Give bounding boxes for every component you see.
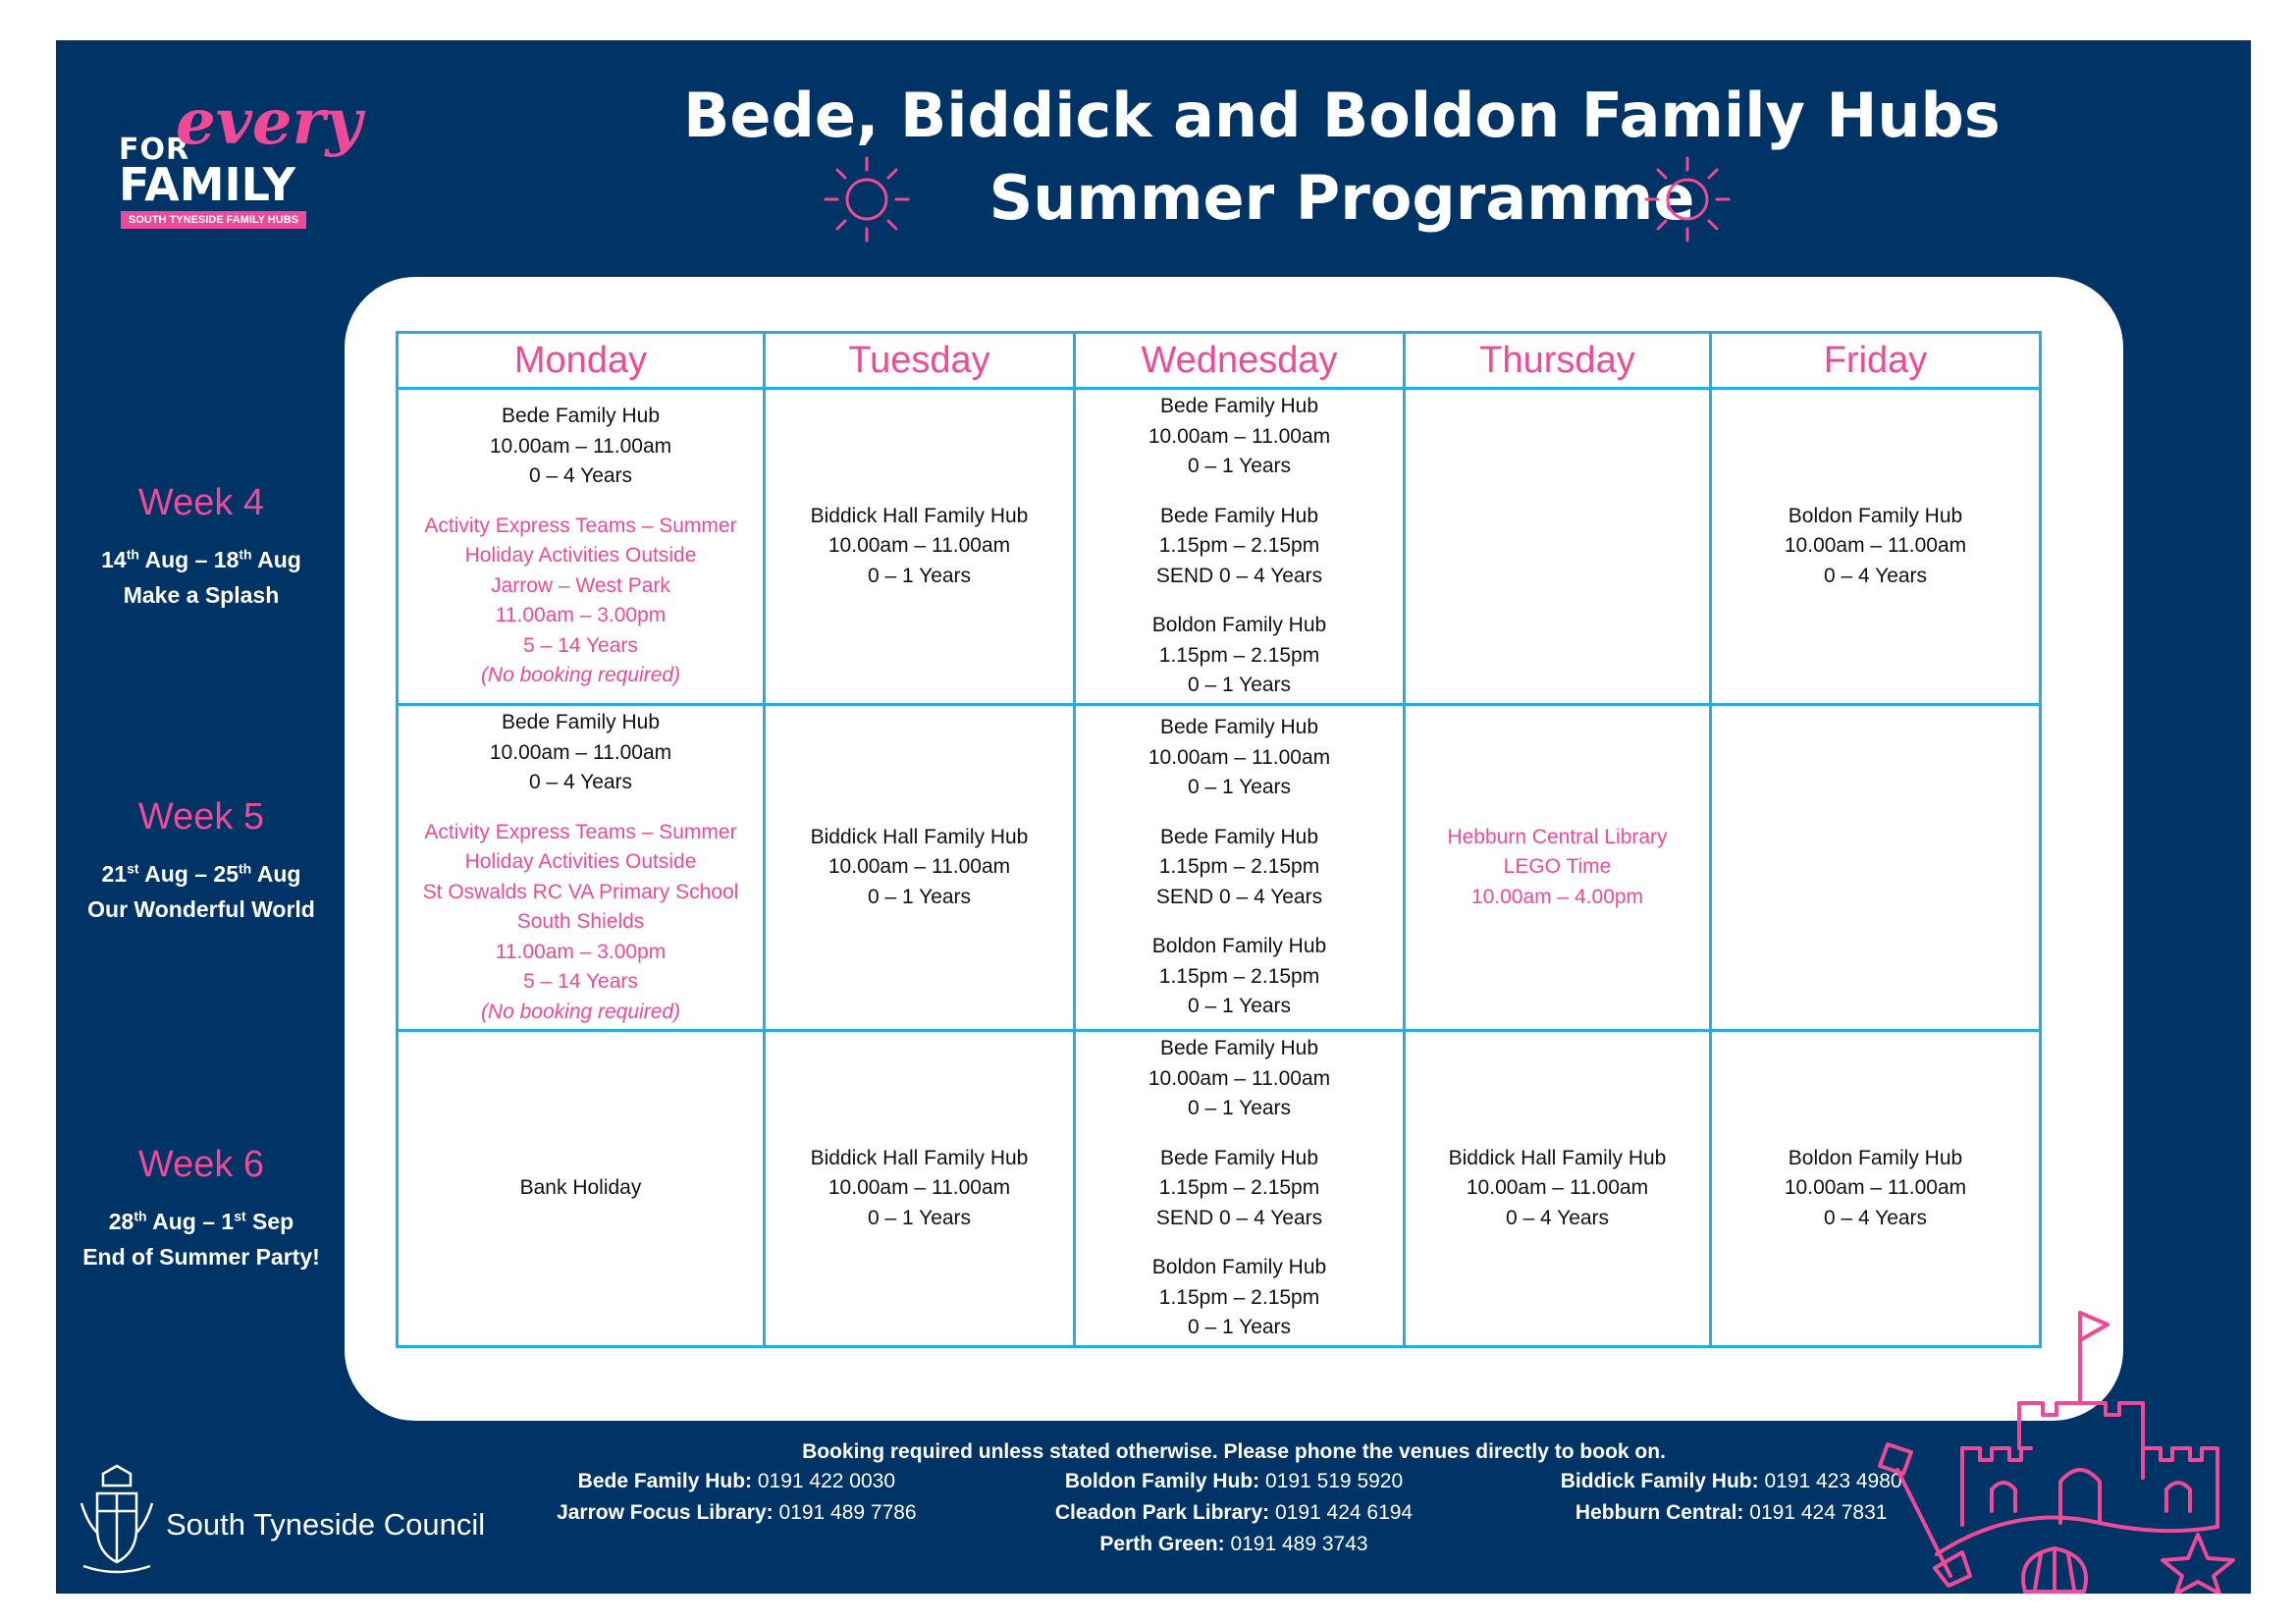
entry-line: Bede Family Hub <box>1159 504 1319 527</box>
entry-line: 0 – 4 Years <box>1505 1206 1610 1229</box>
entry-line: Bede Family Hub <box>1159 395 1319 418</box>
cell-tuesday <box>765 389 1075 705</box>
entry-line: Bede Family Hub <box>1159 716 1319 739</box>
entry-line: 10.00am – 11.00am <box>1784 1176 1967 1199</box>
contact-list <box>488 1470 1980 1564</box>
date-start-suffix: th <box>126 546 139 563</box>
page-subtitle: Summer Programme <box>988 162 1695 234</box>
session-entry <box>770 502 1069 592</box>
session-entry <box>1080 1144 1399 1234</box>
entry-line: 0 – 1 Years <box>1187 995 1292 1018</box>
cell-wednesday <box>1075 705 1405 1031</box>
session-entry <box>1716 1144 2035 1234</box>
week-theme: Make a Splash <box>123 582 280 608</box>
entry-line: 1.15pm – 2.15pm <box>1158 964 1320 988</box>
entry-line: Bank Holiday <box>519 1176 642 1199</box>
week-label-block <box>56 1144 347 1274</box>
contact-item <box>488 1470 986 1501</box>
activity-entry <box>402 512 759 691</box>
entry-line: 10.00am – 11.00am <box>1148 1066 1331 1090</box>
day-header-tuesday: Tuesday <box>765 333 1075 389</box>
session-entry <box>1080 1253 1399 1343</box>
contact-phone: 0191 489 3743 <box>1230 1533 1368 1555</box>
entry-line: 1.15pm – 2.15pm <box>1158 1176 1320 1199</box>
day-header-wednesday: Wednesday <box>1075 333 1405 389</box>
contact-item <box>986 1501 1483 1533</box>
entry-line: 5 – 14 Years <box>523 633 638 657</box>
cell-monday <box>398 1031 765 1347</box>
session-entry <box>1716 502 2035 592</box>
entry-line: Boldon Family Hub <box>1151 614 1327 637</box>
entry-line: 10.00am – 11.00am <box>1148 745 1331 769</box>
entry-line: 0 – 1 Years <box>1187 674 1292 697</box>
schedule-table <box>396 331 2042 1348</box>
sandcastle-icon <box>1868 1301 2251 1594</box>
date-start-day: 14 <box>101 547 127 572</box>
entry-line: Activity Express Teams – Summer <box>424 820 737 843</box>
contact-venue: Perth Green: <box>1099 1533 1225 1555</box>
entry-line: Holiday Activities Outside <box>464 544 697 568</box>
schedule-body <box>398 389 2041 1347</box>
poster <box>56 40 2251 1594</box>
contact-item <box>488 1501 986 1533</box>
date-start-day: 21 <box>101 861 128 887</box>
council-crest-icon <box>74 1464 160 1576</box>
sun-icon <box>1642 154 1733 244</box>
contact-venue: Jarrow Focus Library: <box>557 1501 774 1524</box>
entry-line: Holiday Activities Outside <box>464 850 697 873</box>
activity-entry <box>402 818 759 1028</box>
session-entry <box>402 1173 759 1204</box>
entry-line: Boldon Family Hub <box>1151 1256 1327 1278</box>
week-dates <box>56 542 347 577</box>
entry-line: 10.00am – 11.00am <box>1148 424 1331 448</box>
entry-line: 10.00am – 11.00am <box>489 740 672 764</box>
entry-line: SEND 0 – 4 Years <box>1155 1206 1323 1229</box>
contact-row <box>488 1533 1980 1564</box>
contact-venue: Biddick Family Hub: <box>1560 1470 1759 1492</box>
entry-line: 0 – 1 Years <box>1187 1316 1292 1338</box>
activity-entry <box>1410 823 1705 913</box>
day-header-monday: Monday <box>398 333 765 389</box>
contact-venue: Hebburn Central: <box>1575 1501 1744 1524</box>
date-start-month: Aug <box>144 861 188 887</box>
contact-phone: 0191 424 6194 <box>1274 1501 1414 1524</box>
entry-line: Boldon Family Hub <box>1788 504 1963 527</box>
week-number: Week 5 <box>137 796 265 838</box>
cell-thursday <box>1405 389 1711 705</box>
entry-line: Bede Family Hub <box>501 405 661 428</box>
session-entry <box>1080 713 1399 803</box>
cell-friday <box>1711 705 2041 1031</box>
entry-line: Bede Family Hub <box>1159 825 1319 848</box>
date-end-month: Aug <box>257 547 301 572</box>
entry-line: 0 – 4 Years <box>1823 564 1928 587</box>
entry-line: 10.00am – 11.00am <box>828 534 1011 558</box>
entry-line: Boldon Family Hub <box>1788 1146 1963 1169</box>
session-entry <box>1080 611 1399 701</box>
entry-line: 10.00am – 11.00am <box>828 855 1011 879</box>
council-name: South Tyneside Council <box>166 1507 486 1542</box>
cell-friday <box>1711 389 2041 705</box>
entry-line: 0 – 1 Years <box>867 1206 972 1229</box>
session-entry <box>402 708 759 798</box>
date-separator: – <box>194 547 208 572</box>
week-number: Week 6 <box>137 1144 265 1185</box>
contact-phone: 0191 422 0030 <box>757 1470 896 1492</box>
cell-wednesday <box>1075 1031 1405 1347</box>
entry-line: SEND 0 – 4 Years <box>1155 564 1323 587</box>
contact-phone: 0191 519 5920 <box>1265 1470 1404 1492</box>
contact-phone: 0191 424 7831 <box>1749 1501 1888 1524</box>
entry-line: SEND 0 – 4 Years <box>1155 885 1323 908</box>
entry-line: Biddick Hall Family Hub <box>810 825 1029 848</box>
week-label-block <box>56 482 347 613</box>
entry-line: 0 – 1 Years <box>1187 455 1292 478</box>
day-header-friday: Friday <box>1711 333 2041 389</box>
logo-family: FAMILY <box>119 158 296 211</box>
week-row <box>398 389 2041 705</box>
week-row <box>398 1031 2041 1347</box>
week-number: Week 4 <box>137 482 265 523</box>
date-end-day: 25 <box>213 861 239 887</box>
date-start-month: Aug <box>152 1209 196 1234</box>
date-start-day: 28 <box>108 1209 134 1234</box>
contact-row <box>488 1501 1980 1533</box>
contact-phone: 0191 423 4980 <box>1764 1470 1902 1492</box>
cell-thursday <box>1405 1031 1711 1347</box>
cell-monday <box>398 705 765 1031</box>
week-theme: Our Wonderful World <box>87 896 315 922</box>
entry-line: 1.15pm – 2.15pm <box>1158 643 1320 667</box>
page-title: Bede, Biddick and Boldon Family Hubs <box>683 80 2001 151</box>
date-start-suffix: th <box>133 1208 147 1224</box>
logo-for: FOR <box>119 133 190 167</box>
entry-line: 5 – 14 Years <box>523 970 638 993</box>
cell-thursday <box>1405 705 1711 1031</box>
session-entry <box>402 402 759 492</box>
date-end-suffix: th <box>239 546 252 563</box>
entry-line: Bede Family Hub <box>1159 1037 1319 1059</box>
no-booking-note: (No booking required) <box>480 1000 681 1023</box>
entry-line: Bede Family Hub <box>501 711 661 733</box>
entry-line: 0 – 4 Years <box>528 771 633 793</box>
entry-line: 1.15pm – 2.15pm <box>1158 534 1320 558</box>
entry-line: Bede Family Hub <box>1159 1146 1319 1169</box>
date-start-month: Aug <box>144 547 189 572</box>
entry-line: Biddick Hall Family Hub <box>810 1146 1029 1169</box>
entry-line: 0 – 1 Years <box>1187 1097 1292 1119</box>
week-label-block <box>56 796 347 927</box>
week-row <box>398 705 2041 1031</box>
date-end-suffix: st <box>234 1208 246 1224</box>
session-entry <box>770 1144 1069 1234</box>
date-end-suffix: th <box>239 860 252 877</box>
date-separator: – <box>194 861 208 887</box>
entry-line: 10.00am – 4.00pm <box>1470 885 1644 908</box>
session-entry <box>1080 932 1399 1022</box>
entry-line: 0 – 4 Years <box>528 464 633 488</box>
entry-line: 1.15pm – 2.15pm <box>1158 1285 1320 1309</box>
entry-line: Boldon Family Hub <box>1151 935 1327 958</box>
week-dates <box>56 1204 347 1239</box>
footer-contacts <box>488 1440 1980 1564</box>
date-end-day: 1 <box>221 1209 235 1234</box>
week-dates <box>56 856 347 892</box>
session-entry <box>1080 1034 1399 1124</box>
entry-line: 11.00am – 3.00pm <box>495 940 667 963</box>
session-entry <box>1410 1144 1705 1234</box>
cell-wednesday <box>1075 389 1405 705</box>
contact-item <box>488 1533 986 1564</box>
date-end-month: Aug <box>256 861 301 887</box>
no-booking-note: (No booking required) <box>480 664 681 687</box>
entry-line: St Oswalds RC VA Primary School <box>422 880 739 903</box>
date-separator: – <box>202 1209 216 1234</box>
entry-line: Biddick Hall Family Hub <box>810 504 1029 527</box>
entry-line: 10.00am – 11.00am <box>1784 534 1967 558</box>
day-header-thursday: Thursday <box>1405 333 1711 389</box>
date-end-day: 18 <box>213 547 240 572</box>
entry-line: 1.15pm – 2.15pm <box>1158 855 1320 879</box>
date-start-suffix: st <box>127 860 139 877</box>
entry-line: 0 – 1 Years <box>1187 776 1292 799</box>
contact-venue: Boldon Family Hub: <box>1064 1470 1260 1492</box>
entry-line: 0 – 1 Years <box>867 564 972 587</box>
cell-friday <box>1711 1031 2041 1347</box>
contact-item <box>986 1470 1483 1501</box>
entry-line: LEGO Time <box>1503 855 1612 879</box>
entry-line: 10.00am – 11.00am <box>828 1176 1011 1199</box>
cell-tuesday <box>765 1031 1075 1347</box>
contact-item <box>986 1533 1483 1564</box>
entry-line: Jarrow – West Park <box>491 573 670 597</box>
council-logo <box>68 1460 500 1578</box>
entry-line: 10.00am – 11.00am <box>1466 1176 1649 1199</box>
contact-venue: Bede Family Hub: <box>577 1470 753 1492</box>
cell-tuesday <box>765 705 1075 1031</box>
entry-line: 0 – 1 Years <box>867 885 972 908</box>
sun-icon <box>822 154 912 244</box>
entry-line: Activity Express Teams – Summer <box>424 514 737 537</box>
for-every-family-logo <box>119 68 413 237</box>
date-end-month: Sep <box>252 1209 294 1234</box>
session-entry <box>770 823 1069 913</box>
entry-line: Biddick Hall Family Hub <box>1448 1146 1667 1169</box>
logo-every: every <box>176 85 362 159</box>
cell-monday <box>398 389 765 705</box>
entry-line: 10.00am – 11.00am <box>489 434 672 458</box>
logo-tagline: SOUTH TYNESIDE FAMILY HUBS <box>121 211 306 229</box>
entry-line: 0 – 4 Years <box>1823 1206 1928 1229</box>
contact-phone: 0191 489 7786 <box>778 1501 917 1524</box>
session-entry <box>1080 823 1399 913</box>
booking-note: Booking required unless stated otherwise. Please phone the venues directly to book on. <box>802 1440 1666 1463</box>
entry-line: Hebburn Central Library <box>1447 825 1668 848</box>
session-entry <box>1080 502 1399 592</box>
entry-line: 11.00am – 3.00pm <box>495 604 667 627</box>
entry-line: South Shields <box>516 910 645 933</box>
session-entry <box>1080 392 1399 482</box>
contact-row <box>488 1470 1980 1501</box>
day-header-row <box>398 333 2041 389</box>
week-theme: End of Summer Party! <box>82 1244 320 1270</box>
contact-venue: Cleadon Park Library: <box>1054 1501 1270 1524</box>
